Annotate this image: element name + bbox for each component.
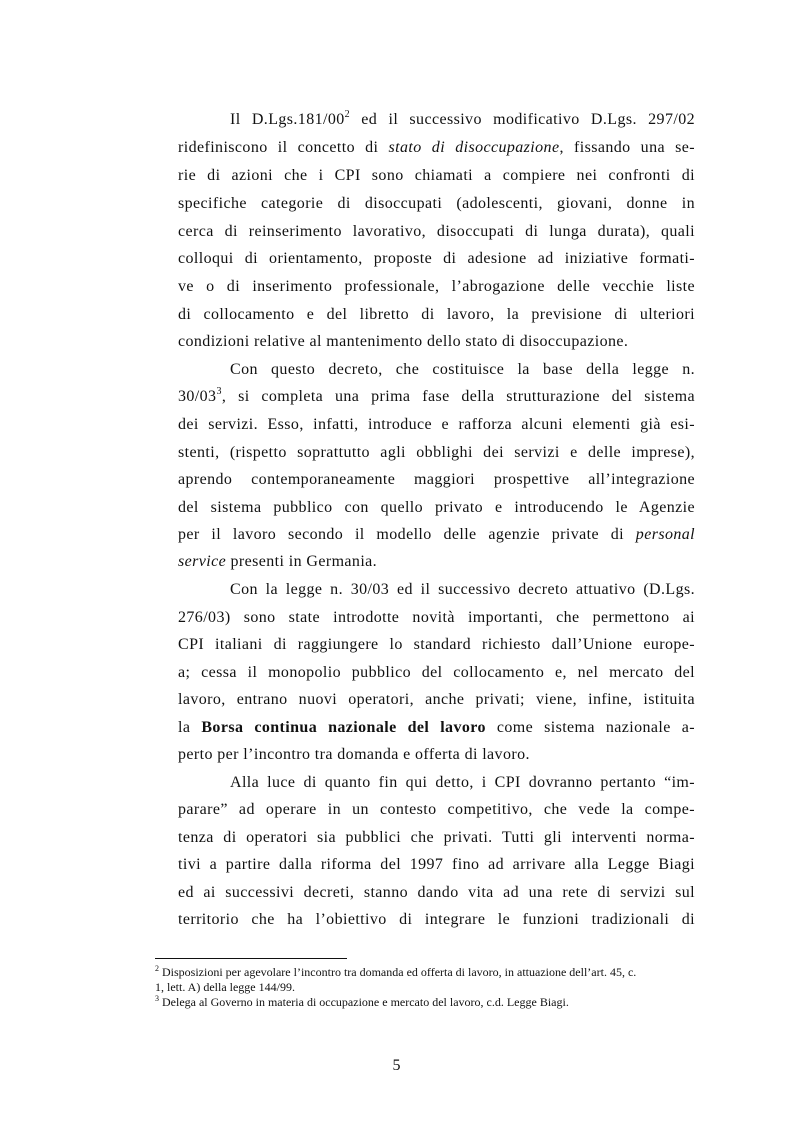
text-line: ve o di inserimento professionale, l’abrogazione delle vecchie liste [178, 278, 695, 295]
text-line: Alla luce di quanto fin qui detto, i CPI dovranno pertanto “im- [230, 774, 695, 791]
text-line: rie di azioni che i CPI sono chiamati a compiere nei confronti di [178, 167, 695, 184]
footnote-ref: 3 [216, 386, 222, 397]
text-line: $30/03^3$, si completa una prima fase della strutturazione del sistema [178, 386, 695, 405]
text-line: specifiche categorie di disoccupati (adolescenti, giovani, donne in [178, 195, 695, 212]
text-line: la Borsa continua nazionale del lavoro come sistema nazionale a- [178, 719, 695, 736]
text-line: del sistema pubblico con quello privato e introducendo le Agenzie [178, 499, 695, 516]
footnote-2-continuation: 1, lett. A) della legge 144/99. [155, 980, 295, 994]
text-line: service presenti in Germania. [178, 553, 378, 570]
text-line: cerca di reinserimento lavorativo, disoccupati di lunga durata), quali [178, 223, 695, 240]
text-line: perto per l’incontro tra domanda e offerta di lavoro. [178, 746, 530, 763]
text-line: a; cessa il monopolio pubblico del collocamento e, nel mercato del [178, 664, 695, 681]
text-line: Il $D.Lgs.181/00^2$ ed il successivo modificativo D.Lgs. 297/02 [230, 109, 695, 128]
text-line: ed ai successivi decreti, stanno dando vita ad una rete di servizi sul [178, 884, 695, 901]
text-line: colloqui di orientamento, proposte di adesione ad iniziative formati- [178, 250, 695, 267]
text-line: di collocamento e del libretto di lavoro, la previsione di ulteriori [178, 306, 695, 323]
footnote-number: 2 [155, 964, 159, 973]
footnote-ref: 2 [344, 109, 351, 120]
text-line: tenza di operatori sia pubblici che privati. Tutti gli interventi norma- [178, 829, 695, 846]
footnote-2: $^2$ Disposizioni per agevolare l’incontro tra domanda ed offerta di lavoro, in attuazione dell’art. 45, c. [155, 964, 637, 979]
text-line: stenti, (rispetto soprattutto agli obblighi dei servizi e delle imprese), [178, 444, 695, 461]
text-line: tivi a partire dalla riforma del 1997 fino ad arrivare alla Legge Biagi [178, 856, 695, 873]
text-line: dei servizi. Esso, infatti, introduce e rafforza alcuni elementi già esi- [178, 416, 695, 433]
bold-term: Borsa continua nazionale del lavoro [201, 719, 486, 736]
text-line: ridefiniscono il concetto di stato di disoccupazione, fissando una se- [178, 139, 695, 156]
text-line: Con questo decreto, che costituisce la base della legge n. [230, 361, 695, 378]
page-number: 5 [392, 1057, 401, 1074]
footnote-number: 3 [155, 994, 159, 1003]
footnote-divider [155, 958, 347, 959]
text-line: lavoro, entrano nuovi operatori, anche privati; viene, infine, istituita [178, 691, 695, 708]
text-line: territorio che ha l’obiettivo di integrare le funzioni tradizionali di [178, 911, 695, 928]
text-line: parare” ad operare in un contesto competitivo, che vede la compe- [178, 801, 695, 818]
text-line: 276/03) sono state introdotte novità importanti, che permettono ai [178, 609, 695, 626]
text-line: Con la legge n. 30/03 ed il successivo decreto attuativo (D.Lgs. [230, 581, 695, 598]
text-line: condizioni relative al mantenimento dello stato di disoccupazione. [178, 333, 629, 350]
footnote-3: $^3$ Delega al Governo in materia di occupazione e mercato del lavoro, c.d. Legge Biagi. [155, 994, 569, 1009]
text-line: per il lavoro secondo il modello delle agenzie private di personal [178, 526, 695, 543]
text-line: aprendo contemporaneamente maggiori prospettive all’integrazione [178, 471, 695, 488]
text-line: CPI italiani di raggiungere lo standard richiesto dall’Unione europe- [178, 636, 695, 653]
